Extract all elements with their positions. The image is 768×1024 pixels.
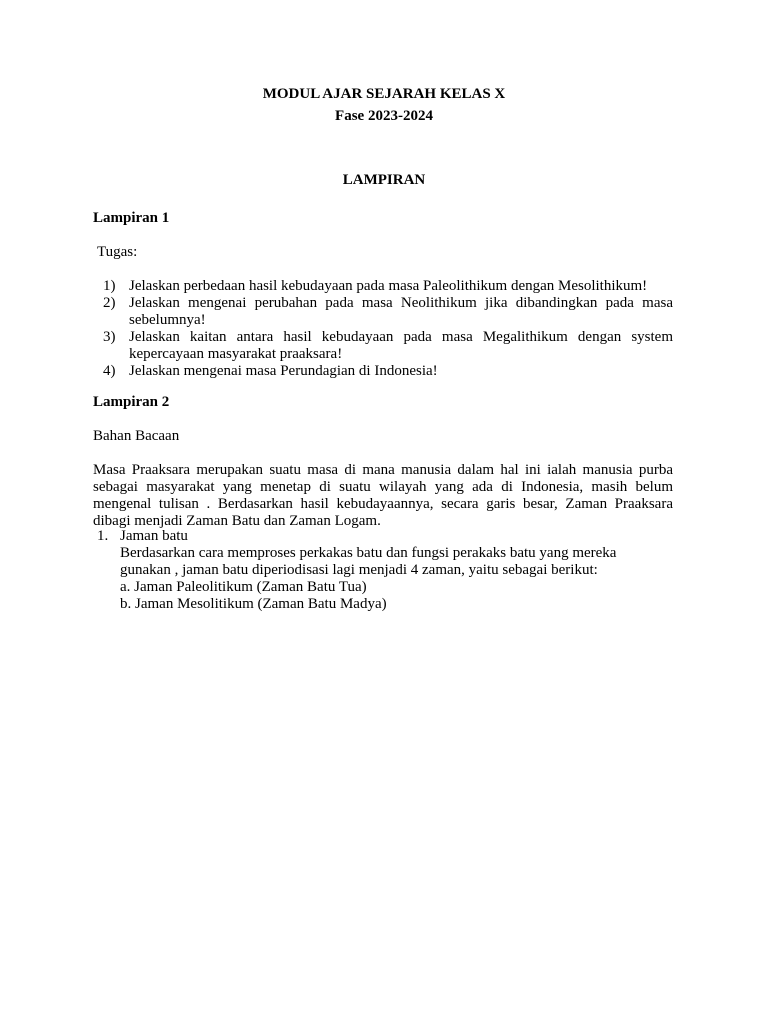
list-item-text: Jelaskan kaitan antara hasil kebudayaan pada masa Megalithikum dengan system kepercayaan masyarakat praaksara! — [129, 329, 673, 362]
list-item-number: 3) — [103, 329, 116, 345]
list-item-number: 4) — [103, 363, 116, 379]
list-item — [93, 329, 673, 363]
intro-paragraph: Masa Praaksara merupakan suatu masa di mana manusia dalam hal ini ialah manusia purba sebagai masyarakat yang menetap di suatu wilayah yang ada di Indonesia, masih belum mengenal tulisan . Berdasarkan hasil kebudayaannya, secara garis besar, Zaman Praaksara dibagi menjadi Zaman Batu dan Zaman Logam. — [93, 462, 673, 529]
jaman-description: Berdasarkan cara memproses perkakas batu dan fungsi perakaks batu yang mereka gunakan , jaman batu diperiodisasi lagi menjadi 4 zaman, yaitu sebagai berikut: — [120, 545, 617, 578]
list-item-text: Jelaskan perbedaan hasil kebudayaan pada masa Paleolithikum dengan Mesolithikum! — [129, 278, 648, 294]
tugas-list — [93, 278, 673, 380]
section-heading: LAMPIRAN — [342, 172, 426, 188]
sub-item-paleolitikum: a. Jaman Paleolitikum (Zaman Batu Tua) — [120, 579, 367, 595]
list-item — [93, 278, 673, 295]
bahan-bacaan-label: Bahan Bacaan — [93, 428, 180, 444]
list-item — [93, 363, 673, 380]
jaman-number: 1. — [97, 528, 109, 544]
document-title: MODUL AJAR SEJARAH KELAS X — [262, 86, 506, 102]
list-item-text: Jelaskan mengenai masa Perundagian di Indonesia! — [129, 363, 438, 379]
document-subtitle: Fase 2023-2024 — [335, 108, 433, 124]
jaman-title: Jaman batu — [120, 528, 188, 544]
lampiran-1-heading: Lampiran 1 — [93, 210, 170, 226]
list-item-text: Jelaskan mengenai perubahan pada masa Neolithikum jika dibandingkan pada masa sebelumnya! — [129, 295, 673, 328]
list-item — [93, 295, 673, 329]
list-item-number: 1) — [103, 278, 116, 294]
tugas-label: Tugas: — [97, 244, 138, 260]
lampiran-2-heading: Lampiran 2 — [93, 394, 170, 410]
list-item-number: 2) — [103, 295, 116, 311]
sub-item-mesolitikum: b. Jaman Mesolitikum (Zaman Batu Madya) — [120, 596, 387, 612]
